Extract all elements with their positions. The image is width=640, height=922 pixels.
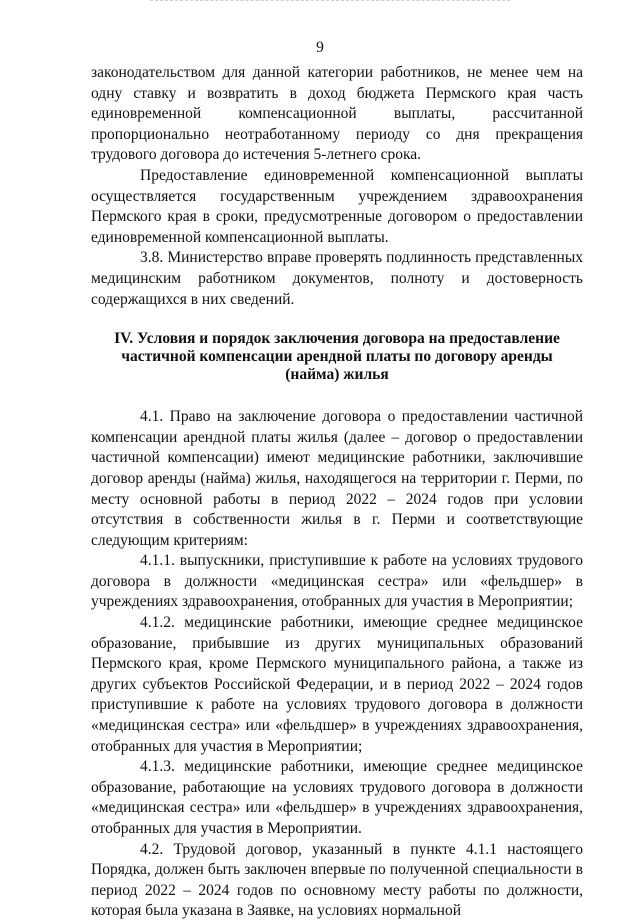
paragraph-4-1: 4.1. Право на заключение договора о предоставлении частичной компенсации арендной платы жилья (далее – договор о предоставлении частичной компенсации) имеют медицинские работники, заключившие договор аренды (найма) жилья, находящегося на территории г. Перми, по месту основной работы в период 2022 – 2024 годов при условии отсутствия в собственности жилья в г. Перми и соответствующие следующим критериям:: [91, 408, 583, 549]
paragraph-3-8: 3.8. Министерство вправе проверять подлинность представленных медицинским работником документов, полноту и достоверность содержащихся в них сведений.: [91, 249, 583, 308]
paragraph-continuation: законодательством для данной категории работников, не менее чем на одну ставку и возвратить в доход бюджета Пермского края часть единовременной компенсационной выплаты, рассчитанной пропорционально неотработанному периоду со дня прекращения трудового договора до истечения 5-летнего срока.: [91, 64, 583, 164]
paragraph-4-1-3: 4.1.3. медицинские работники, имеющие среднее медицинское образование, работающие на условиях трудового договора в должности «медицинская сестра» или «фельдшер» в учреждениях здравоохранения, отобранных для участия в Мероприятии.: [91, 758, 583, 837]
section-heading-line-1: IV. Условия и порядок заключения договора на предоставление: [114, 330, 560, 348]
section-heading: [91, 330, 583, 384]
section-heading-line-2: частичной компенсации арендной платы по договору аренды: [121, 348, 553, 366]
document-body: [91, 63, 583, 922]
paragraph-4-1-1: 4.1.1. выпускники, приступившие к работе на условиях трудового договора в должности «медицинская сестра» или «фельдшер» в учреждениях здравоохранения, отобранных для участия в Мероприятии;: [91, 552, 583, 611]
section-heading-line-3: (найма) жилья: [285, 366, 389, 384]
page-number: 9: [316, 39, 324, 56]
paragraph-payment-provision: Предоставление единовременной компенсационной выплаты осуществляется государственным учреждением здравоохранения Пермского края в сроки, предусмотренные договором о предоставлении единовременной компенсационной выплаты.: [91, 166, 583, 246]
paragraph-4-1-2: 4.1.2. медицинские работники, имеющие среднее медицинское образование, прибывшие из других муниципальных образований Пермского края, кроме Пермского муниципального района, а также из других субъектов Российской Федерации, и в период 2022 – 2024 годов приступившие к работе на условиях трудового договора в должности «медицинская сестра» или «фельдшер» в учреждениях здравоохранения, отобранных для участия в Мероприятии;: [91, 614, 583, 755]
paragraph-4-2: 4.2. Трудовой договор, указанный в пункте 4.1.1 настоящего Порядка, должен быть заключен впервые по полученной специальности в период 2022 – 2024 годов по основному месту работы по должности, которая была указана в Заявке, на условиях нормальной: [91, 840, 583, 920]
scan-top-marks: [150, 0, 510, 4]
